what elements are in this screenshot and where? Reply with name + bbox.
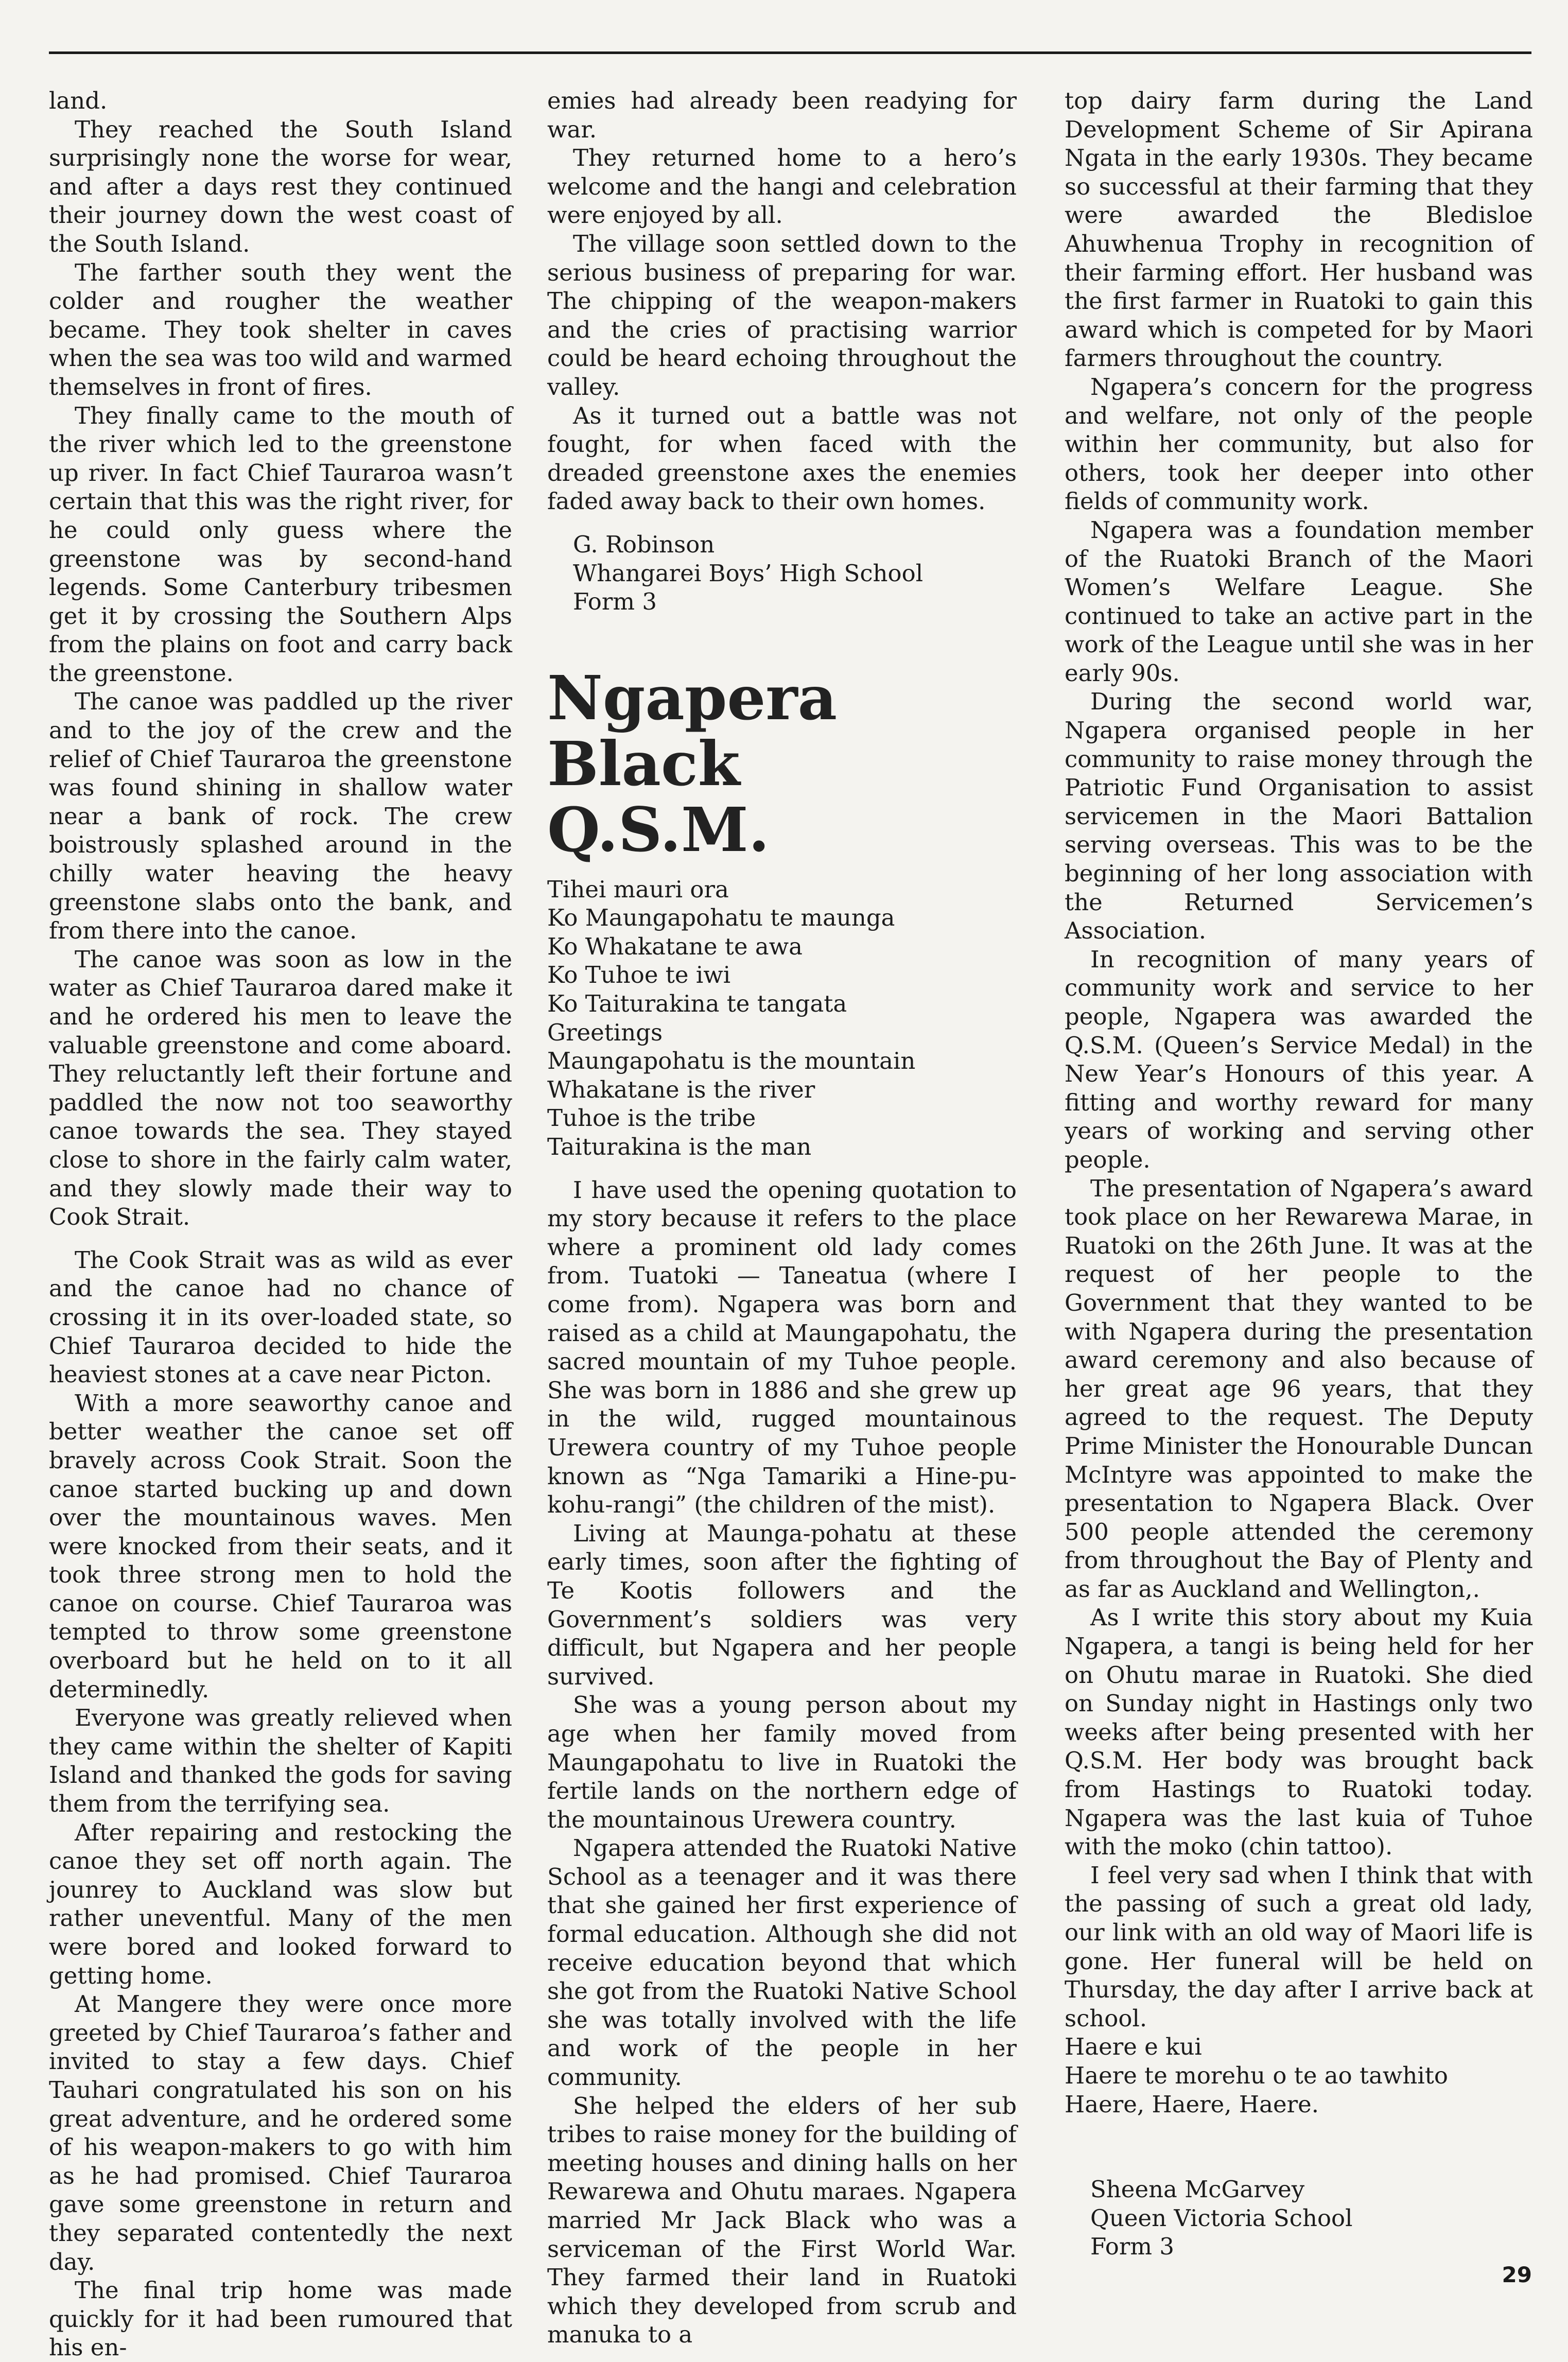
paragraph: Living at Maunga-pohatu at these early times, soon after the fighting of Te Kootis followers and the Government’s soldiers was very difficult, but Ngapera and her people survived.	[547, 1519, 1017, 1690]
paragraph: The canoe was paddled up the river and to the joy of the crew and the relief of Chief Tauraroa the greenstone was found shining in shallow water near a bank of rock. The crew boistrously splashed around in the chilly water heaving the heavy greenstone slabs onto the bank, and from there into the canoe.	[49, 688, 512, 945]
paragraph: The farther south they went the colder and rougher the weather became. They took shelter in caves when the sea was too wild and warmed themselves in front of fires.	[49, 258, 512, 401]
paragraph: Ngapera’s concern for the progress and welfare, not only of the people within her community, but also for others, took her deeper into other fields of community work.	[1065, 373, 1533, 515]
title-line: Ngapera Black	[547, 662, 838, 800]
verse-line: Greetings	[547, 1018, 663, 1046]
paragraph: The final trip home was made quickly for it had been rumoured that his en-	[49, 2277, 512, 2361]
author-name: Sheena McGarvey	[1090, 2176, 1305, 2203]
verse-line: Whakatane is the river	[547, 1075, 815, 1103]
author-school: Whangarei Boys’ High School	[573, 559, 924, 587]
article-title	[547, 662, 1017, 865]
paragraph: She was a young person about my age when her family moved from Maungapohatu to live in Ruatoki the fertile lands on the northern edge of the mountainous Urewera country.	[547, 1691, 1017, 1833]
paragraph: During the second world war, Ngapera organised people in her community to raise money through the Patriotic Fund Organisation to assist servicemen in the Maori Battalion serving overseas. This was to be the beginning of her long association with the Returned Servicemen’s Association.	[1065, 688, 1533, 945]
paragraph: As it turned out a battle was not fought, for when faced with the dreaded greenstone axes the enemies faded away back to their own homes.	[547, 402, 1017, 515]
column-3	[1065, 86, 1533, 2261]
verse-line: Ko Whakatane te awa	[547, 932, 803, 960]
column-2	[547, 86, 1017, 2349]
closing-line: Haere e kui	[1065, 2033, 1202, 2061]
paragraph: The Cook Strait was as wild as ever and the canoe had no chance of crossing it in its over-loaded state, so Chief Tauraroa decided to hide the heaviest stones at a cave near Picton.	[49, 1246, 512, 1388]
opening-verse	[547, 875, 1017, 1161]
paragraph: I have used the opening quotation to my story because it refers to the place where a prominent old lady comes from. Tuatoki — Taneatua (where I come from). Ngapera was born and raised as a child at Maungapohatu, the sacred mountain of my Tuhoe people. She was born in 1886 and she grew up in the wild, rugged mountainous Urewera country of my Tuhoe people known as “Nga Tamariki a Hine-pu-kohu-rangi” (the children of the mist).	[547, 1176, 1017, 1519]
paragraph: They reached the South Island surprisingly none the worse for wear, and after a days rest they continued their journey down the west coast of the South Island.	[49, 115, 512, 257]
verse-line: Taiturakina is the man	[547, 1133, 812, 1161]
paragraph: At Mangere they were once more greeted by Chief Tauraroa’s father and invited to stay a few days. Chief Tauhari congratulated his son on his great adventure, and he ordered some of his weapon-makers to go with him as he had promised. Chief Tauraroa gave some greenstone in return and they separated contentedly the next day.	[49, 1990, 512, 2276]
author-name: G. Robinson	[573, 530, 715, 558]
paragraph: I feel very sad when I think that with the passing of such a great old lady, our link with an old way of Maori life is gone. Her funeral will be held on Thursday, the day after I arrive back at school.	[1065, 1861, 1533, 2032]
paragraph: They returned home to a hero’s welcome and the hangi and celebration were enjoyed by all.	[547, 144, 1017, 229]
verse-line: Ko Maungapohatu te maunga	[547, 904, 895, 932]
author-school: Queen Victoria School	[1090, 2204, 1353, 2232]
paragraph: In recognition of many years of community work and service to her people, Ngapera was awarded the Q.S.M. (Queen’s Service Medal) in the New Year’s Honours of this year. A fitting and worthy reward for many years of working and serving other people.	[1065, 945, 1533, 1173]
author-form: Form 3	[573, 588, 657, 616]
paragraph: As I write this story about my Kuia Ngapera, a tangi is being held for her on Ohutu marae in Ruatoki. She died on Sunday night in Hastings only two weeks after being presented with her Q.S.M. Her body was brought back from Hastings to Ruatoki today. Ngapera was the last kuia of Tuhoe with the moko (chin tattoo).	[1065, 1604, 1533, 1861]
verse-line: Tuhoe is the tribe	[547, 1104, 756, 1132]
title-line: Q.S.M.	[547, 793, 770, 865]
paragraph: emies had already been readying for war.	[547, 87, 1017, 143]
paragraph: The village soon settled down to the serious business of preparing for war. The chipping of the weapon-makers and the cries of practising warrior could be heard echoing throughout the valley.	[547, 230, 1017, 401]
paragraph: Ngapera attended the Ruatoki Native School as a teenager and it was there that she gained her first experience of formal education. Although she did not receive education beyond that which she got from the Ruatoki Native School she was totally involved with the life and work of the people in her community.	[547, 1834, 1017, 2091]
column-1	[49, 86, 512, 2362]
page-number: 29	[1502, 2262, 1532, 2287]
paragraph: top dairy farm during the Land Development Scheme of Sir Apirana Ngata in the early 1930s. They became so successful at their farming that they were awarded the Bledisloe Ahuwhenua Trophy in recognition of their farming effort. Her husband was the first farmer in Ruatoki to gain this award which is competed for by Maori farmers throughout the country.	[1065, 87, 1533, 372]
closing-line: Haere te morehu o te ao tawhito	[1065, 2061, 1448, 2089]
verse-line: Ko Tuhoe te iwi	[547, 961, 731, 989]
verse-line: Maungapohatu is the mountain	[547, 1047, 916, 1075]
top-rule	[49, 51, 1531, 54]
paragraph: land.	[49, 87, 108, 114]
paragraph: The canoe was soon as low in the water as Chief Tauraroa dared make it and he ordered his men to leave the valuable greenstone and come aboard. They reluctantly left their fortune and paddled the now not too seaworthy canoe towards the sea. They stayed close to shore in the fairly calm water, and they slowly made their way to Cook Strait.	[49, 945, 512, 1231]
paragraph: After repairing and restocking the canoe they set off north again. The jounrey to Auckland was slow but rather uneventful. Many of the men were bored and looked forward to getting home.	[49, 1818, 512, 1989]
author-form: Form 3	[1090, 2233, 1174, 2261]
paragraph: With a more seaworthy canoe and better weather the canoe set off bravely across Cook Strait. Soon the canoe started bucking up and down over the mountainous waves. Men were knocked from their seats, and it took three strong men to hold the canoe on course. Chief Tauraroa was tempted to throw some greenstone overboard but he held on to it all determinedly.	[49, 1389, 512, 1703]
paragraph: She helped the elders of her sub tribes to raise money for the building of meeting houses and dining halls on her Rewarewa and Ohutu maraes. Ngapera married Mr Jack Black who was a serviceman of the First World War. They farmed their land in Ruatoki which they developed from scrub and manuka to a	[547, 2092, 1017, 2349]
paragraph: Ngapera was a foundation member of the Ruatoki Branch of the Maori Women’s Welfare League. She continued to take an active part in the work of the League until she was in her early 90s.	[1065, 516, 1533, 687]
closing-line: Haere, Haere, Haere.	[1065, 2090, 1319, 2118]
verse-line: Tihei mauri ora	[547, 875, 729, 903]
paragraph: The presentation of Ngapera’s award took place on her Rewarewa Marae, in Ruatoki on the 26th June. It was at the request of her people to the Government that they wanted to be with Ngapera during the presentation award ceremony and also because of her great age 96 years, that they agreed to the request. The Deputy Prime Minister the Honourable Duncan McIntyre was appointed to make the presentation to Ngapera Black. Over 500 people attended the ceremony from throughout the Bay of Plenty and as far as Auckland and Wellington,.	[1065, 1174, 1533, 1603]
paragraph: Everyone was greatly relieved when they came within the shelter of Kapiti Island and thanked the gods for saving them from the terrifying sea.	[49, 1704, 512, 1818]
paragraph: They finally came to the mouth of the river which led to the greenstone up river. In fact Chief Tauraroa wasn’t certain that this was the right river, for he could only guess where the greenstone was by second-hand legends. Some Canterbury tribesmen get it by crossing the Southern Alps from the plains on foot and carry back the greenstone.	[49, 402, 512, 687]
verse-line: Ko Taiturakina te tangata	[547, 990, 847, 1018]
